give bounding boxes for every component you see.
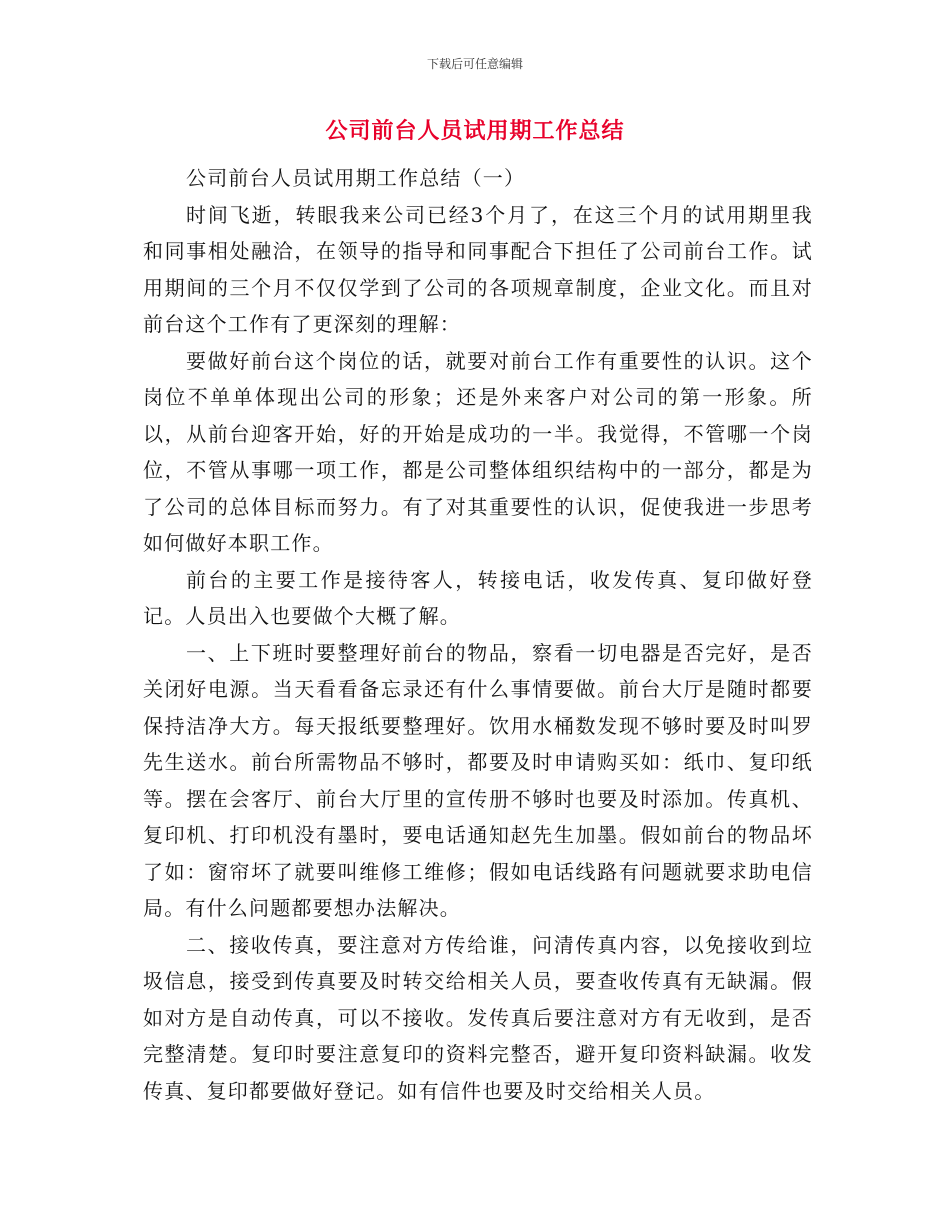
paragraph-intro: 时间飞逝，转眼我来公司已经3个月了，在这三个月的试用期里我和同事相处融洽，在领导的指导和同事配合下担任了公司前台工作。试用期间的三个月不仅仅学到了公司的各项规章制度，企业文化。而且对前台这个工作有了更深刻的理解：	[143, 202, 813, 336]
document-body	[143, 160, 813, 1109]
paragraph-duty-one: 一、上下班时要整理好前台的物品，察看一切电器是否完好，是否关闭好电源。当天看看备忘录还有什么事情要做。前台大厅是随时都要保持洁净大方。每天报纸要整理好。饮用水桶数发现不够时要及时叫罗先生送水。前台所需物品不够时，都要及时申请购买如：纸巾、复印纸等。摆在会客厅、前台大厅里的宣传册不够时也要及时添加。传真机、复印机、打印机没有墨时，要电话通知赵先生加墨。假如前台的物品坏了如：窗帘坏了就要叫维修工维修；假如电话线路有问题就要求助电信局。有什么问题都要想办法解决。	[143, 640, 813, 920]
section-subtitle: 公司前台人员试用期工作总结（一）	[186, 166, 526, 190]
paragraph-importance: 要做好前台这个岗位的话，就要对前台工作有重要性的认识。这个岗位不单单体现出公司的形象；还是外来客户对公司的第一形象。所以，从前台迎客开始，好的开始是成功的一半。我觉得，不管哪一个岗位，不管从事哪一项工作，都是公司整体组织结构中的一部分，都是为了公司的总体目标而努力。有了对其重要性的认识，促使我进一步思考如何做好本职工作。	[143, 348, 813, 555]
document-title: 公司前台人员试用期工作总结	[325, 119, 625, 144]
header-note: 下载后可任意编辑	[426, 57, 523, 71]
paragraph-main-duties: 前台的主要工作是接待客人，转接电话，收发传真、复印做好登记。人员出入也要做个大概了解。	[143, 567, 813, 628]
paragraph-duty-two: 二、接收传真，要注意对方传给谁，问清传真内容，以免接收到垃圾信息，接受到传真要及时转交给相关人员，要查收传真有无缺漏。假如对方是自动传真，可以不接收。发传真后要注意对方有无收到，是否完整清楚。复印时要注意复印的资料完整否，避开复印资料缺漏。收发传真、复印都要做好登记。如有信件也要及时交给相关人员。	[143, 932, 813, 1103]
